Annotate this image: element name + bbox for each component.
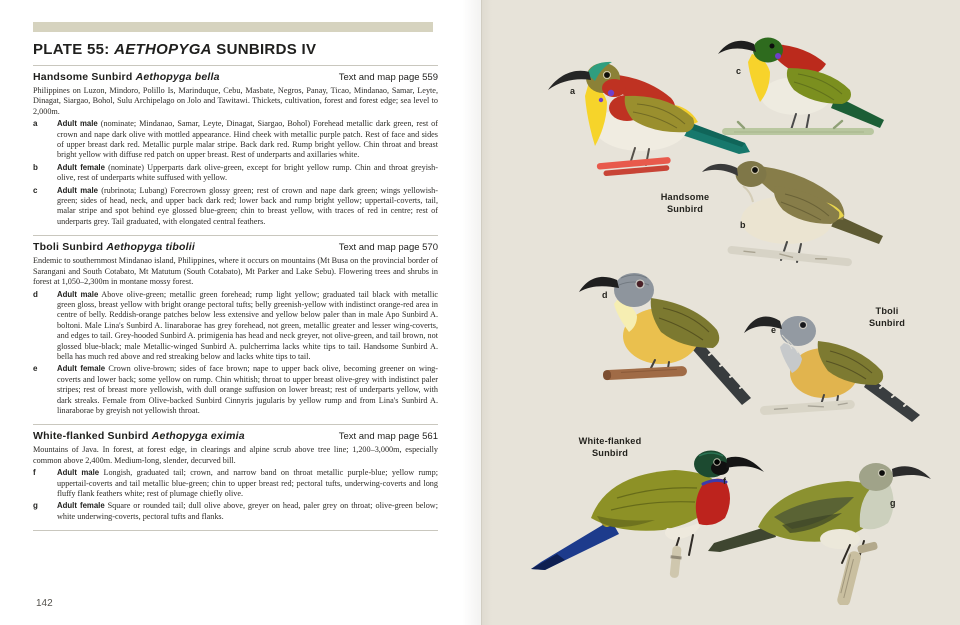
species-section-white-flanked-sunbird [33,425,438,531]
species-name [33,241,195,253]
entry-label: Adult female [57,162,105,172]
plumage-entry-g [33,501,438,522]
entry-label: Adult female [57,364,106,374]
entry-letter: f [33,468,36,478]
entry-letter: g [33,501,38,511]
figure-letter-d: d [602,290,608,300]
species-section-handsome-sunbird [33,66,438,236]
entry-body: Longish, graduated tail; crown, and narrow band on throat metallic purple-blue; yellow rump; uppertail-coverts and tail metallic blue-green; chin to upper breast red; pectoral tufts, underwing-coverts and long fluffy flank feathers white; rest of plumage chiefly olive. [57,468,438,498]
plate-title [33,41,438,59]
entry-text [57,468,438,499]
species-intro: Mountains of Java. In forest, at forest edge, in clearings and alpine scrub above tree line; 1,200–3,000m, especially common above 2,400m. Medium-long, slender, decurved bill. [33,445,438,465]
plate-title-prefix: PLATE 55: [33,41,115,58]
entry-letter: d [33,289,38,299]
figure-letter-c: c [736,66,742,76]
species-intro: Philippines on Luzon, Mindoro, Polillo Is, Marinduque, Cebu, Masbate, Negros, Panay, Ticao, Mindanao, Samar, Leyte, Dinagat, Siargao, Bohol, Sulu Archipelago on Jolo and Tawitawi. Thickets, cultivation, forest and forest edge; sea level to 2,000m. [33,86,438,116]
entry-text [57,163,438,184]
entry-body: (rubrinota; Lubang) Forecrown glossy green; rest of crown and nape dark green; wings yellowish-green; sides of head, neck, and upper back dark red; lower back and rump bright yellow; uppertail-coverts, tail, malar stripe and spot behind eye glossed blue-green; chin to breast yellow, with traces of red in centre; rest of underparts grey. Tail graduated, with elongated central feathers. [57,185,439,226]
entry-letter: a [33,119,38,129]
entry-label: Adult male [57,119,98,129]
species-heading [33,430,438,442]
bird-c-svg [714,30,889,145]
entry-text [57,119,438,161]
species-scientific-name: Aethopyga eximia [151,430,245,443]
entry-text [57,186,438,228]
entry-body: Square or rounded tail; dull olive above, greyer on head, paler grey on throat; olive-green below; white underwing-coverts, pectoral tufts and flanks. [57,501,438,521]
bird-a-perch [597,157,672,177]
figure-letter-g: g [890,498,896,508]
species-section-tboli-sunbird [33,236,438,425]
species-intro: Endemic to southernmost Mindanao island, Philippines, where it occurs on mountains (Mt Busa on the provincial border of Sarangani and South Cotabato, Mt Matutum (South Cotabato), Mt Parker and Lake Sebu). Flowering trees and shrubs in forest at 1,050–2,300m in montane mossy forest. [33,256,438,287]
entry-letter: b [33,162,38,172]
figure-letter-b: b [740,220,746,230]
entry-body: (nominate) Upperparts dark olive-green, except for bright yellow rump. Chin and throat greyish-olive, rest of underparts white suffused with yellow. [57,162,438,183]
figure-letter-e: e [771,325,777,335]
entry-text [57,290,438,363]
entry-text [57,364,438,416]
bird-illustration-b [699,152,889,272]
species-heading [33,71,438,83]
header-band [33,22,433,32]
species-scientific-name: Aethopyga tibolii [106,241,195,254]
bird-b-bill [702,164,738,176]
entry-label: Adult male [57,185,99,195]
plate-label-tboli-sunbird: Tboli Sunbird [868,306,906,328]
page-reference: Text and map page 570 [338,242,438,254]
bird-g-bill [892,466,931,479]
species-name [33,430,245,442]
entry-label: Adult male [57,468,100,478]
entry-body: (nominate; Mindanao, Samar, Leyte, Dinagat, Siargao, Bohol) Forehead metallic dark green, rest of crown and nape dark olive with mottled appearance. Hind cheek with metallic purple patch. Rest of face and sides of upper breast dark red. Metallic purple malar stripe. Back dark red. Rump bright yellow. Chin throat and breast bright yellow with diffuse red patch on upper breast. Rest of underparts and axillaries white. [57,119,439,160]
plumage-entry-e [33,364,438,416]
bird-d-perch [603,366,687,380]
plate-label-handsome-sunbird: Handsome Sunbird [660,192,710,214]
species-common-name: Handsome Sunbird [33,71,133,83]
plumage-entry-c [33,186,438,228]
bird-illustration-g [702,455,937,605]
entry-text [57,501,438,522]
figure-letter-a: a [570,86,576,96]
plate-title-genus: AETHOPYGA [114,41,212,58]
species-scientific-name: Aethopyga bella [135,71,220,83]
page-reference: Text and map page 561 [338,431,438,443]
plumage-entry-d [33,290,438,363]
species-common-name: White-flanked Sunbird [33,430,149,443]
species-heading [33,241,438,253]
entry-label: Adult female [57,501,105,511]
entry-letter: c [33,185,38,195]
entry-body: Crown olive-brown; sides of face brown; nape to upper back olive, becoming greener on wing-coverts and lower back; some yellow on rump. Chin whitish; throat to upper breast olive-grey with indistinct paler stripes; rest of breast more yellowish, with dull orange suffusion on lower breast; rest of underparts yellow, with dark streaks. Female from Olive-backed Sunbird Cinnyris jugularis by yellow rump and from Lina's Sunbird A. linaraborae by greyish not yellowish throat. [57,364,439,415]
plumage-entry-b [33,163,438,184]
entry-label: Adult male [57,289,99,299]
entry-body: Above olive-green; metallic green forehead; rump light yellow; graduated tail black with metallic green gloss, breast yellow with bright orange pectoral tufts; belly greenish-yellow with indistinct orange-red area in centre of belly. Reddish-orange patches below less extensive and yellow below paler than in male Apo Sunbird A. boltoni. Male Lina's Sunbird A. linaraborae has grey forehead, not green, metallic greater and lesser wing-coverts, and edges to tail. Grey-hooded Sunbird A. primigenia has head and neck greyer, not olive-green, and tail brown, not glossed blue-black; male Metallic-winged Sunbird A. pulcherrima lacks white tips to tail. Handsome Sunbird A. bella has much red above and red streaking below and lacks white tips to tail. [57,289,438,361]
bird-b-svg [699,152,889,272]
bird-illustration-c [714,30,889,145]
plumage-entry-a [33,119,438,161]
bird-g-svg [702,455,937,605]
page-number: 142 [36,598,53,609]
species-common-name: Tboli Sunbird [33,241,104,254]
plate-page [481,0,960,625]
page-reference: Text and map page 559 [338,72,438,83]
bird-e-perch [760,400,855,416]
bird-c-perch [722,121,874,135]
figure-letter-f: f [723,476,726,486]
bird-d-bill [579,277,619,292]
bird-c-bill [718,41,756,54]
plate-title-suffix: SUNBIRDS IV [211,41,317,58]
bird-e-bill [744,317,782,333]
plumage-entry-f [33,468,438,499]
plate-label-white-flanked-sunbird: White-flanked Sunbird [578,436,642,458]
bird-illustration-d [577,258,762,408]
species-name [33,71,220,83]
bird-d-svg [577,258,762,408]
bird-f-perch [668,545,682,578]
entry-letter: e [33,364,38,374]
